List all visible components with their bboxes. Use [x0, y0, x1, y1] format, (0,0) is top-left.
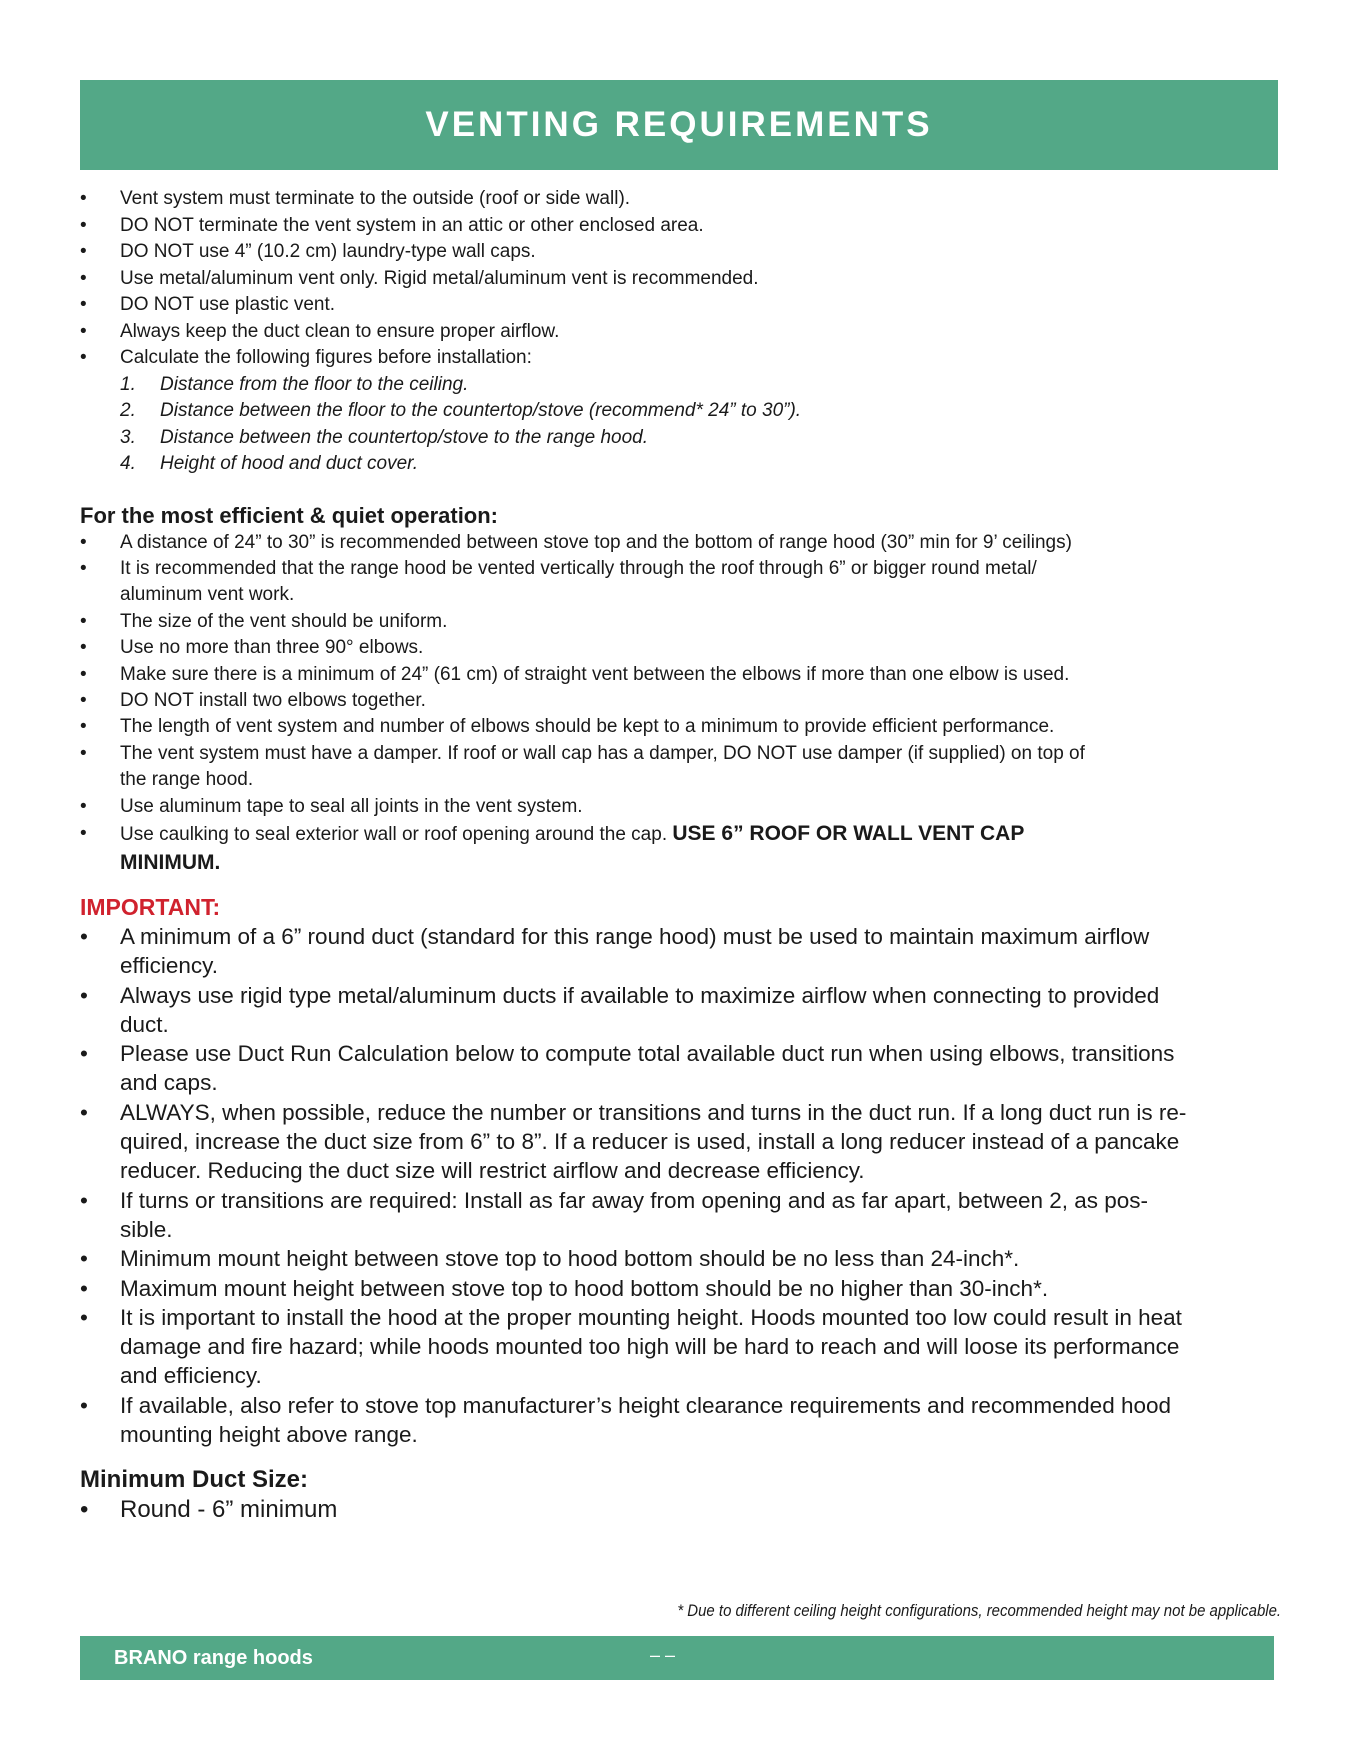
bullet-marker: •	[80, 1246, 88, 1272]
list-item: • It is important to install the hood at the proper mounting height. Hoods mounted too low could result in heat damage and fire hazard; while hoods mounted too high will be hard to reach and will loose its performance and efficiency.	[80, 1304, 1182, 1389]
list-item: • ALWAYS, when possible, reduce the number or transitions and turns in the duct run. If a long duct run is re- quired, increase the duct size from 6” to 8”. If a reducer is used, install a long reducer instead of a pancake reducer. Reducing the duct size will restrict airflow and decrease efficiency.	[80, 1099, 1187, 1184]
bullet-marker: •	[80, 557, 87, 579]
footnote: * Due to different ceiling height configurations, recommended height may not be applicable.	[677, 1601, 1281, 1620]
bullet-marker: •	[80, 1099, 88, 1125]
list-item: • The size of the vent should be uniform.	[80, 609, 1280, 635]
bullet-marker: •	[80, 188, 87, 209]
bullet-marker: •	[80, 716, 87, 738]
list-item: • DO NOT install two elbows together.	[80, 688, 1280, 714]
page-number: – –	[650, 1645, 676, 1665]
list-item: • A distance of 24” to 30” is recommended between stove top and the bottom of range hood (30” min for 9’ ceilings)	[80, 530, 1280, 556]
list-item: • Make sure there is a minimum of 24” (61 cm) of straight vent between the elbows if more than one elbow is used.	[80, 662, 1280, 688]
bullet-marker: •	[80, 531, 87, 553]
list-item: • Use aluminum tape to seal all joints in the vent system.	[80, 794, 1280, 820]
list-item: • The vent system must have a damper. If roof or wall cap has a damper, DO NOT use damper (if supplied) on top of the range hood.	[80, 742, 1085, 791]
bullet-marker: •	[80, 742, 87, 764]
footer-bar	[80, 1636, 1274, 1680]
list-item: • Vent system must terminate to the outside (roof or side wall).	[80, 186, 1280, 213]
list-item: • Round - 6” minimum	[80, 1496, 338, 1524]
list-item: • Use metal/aluminum vent only. Rigid metal/aluminum vent is recommended.	[80, 266, 1280, 293]
footer-brand: BRANO range hoods	[114, 1647, 313, 1669]
bullet-marker: •	[80, 320, 87, 342]
numbered-item: 3. Distance between the countertop/stove to the range hood.	[120, 426, 648, 448]
bullet-marker: •	[80, 214, 87, 236]
bullet-marker: •	[80, 1496, 89, 1524]
bullet-marker: •	[80, 1304, 88, 1330]
bullet-marker: •	[80, 1187, 88, 1213]
bullet-marker: •	[80, 637, 87, 659]
bullet-marker: •	[80, 663, 87, 685]
list-item: • Always use rigid type metal/aluminum ducts if available to maximize airflow when connecting to provided duct.	[80, 982, 1160, 1037]
page-title: VENTING REQUIREMENTS	[425, 105, 933, 144]
list-item: • DO NOT use 4” (10.2 cm) laundry-type wall caps.	[80, 239, 1280, 266]
bullet-marker: •	[80, 1392, 88, 1418]
bullet-marker: •	[80, 795, 87, 817]
list-item: • Minimum mount height between stove top to hood bottom should be no less than 24-inch*.	[80, 1244, 1280, 1273]
list-item: • Calculate the following figures before installation:	[80, 345, 1280, 372]
bullet-marker: •	[80, 347, 87, 368]
list-item: • A minimum of a 6” round duct (standard for this range hood) must be used to maintain maximum airflow efficiency.	[80, 923, 1150, 979]
list-item: • Use no more than three 90° elbows.	[80, 635, 1280, 661]
general-requirements-list	[80, 186, 1280, 372]
bullet-marker: •	[80, 1275, 88, 1301]
content	[80, 186, 1280, 1525]
figures-list	[80, 372, 1280, 478]
list-item: • It is recommended that the range hood be vented vertically through the roof through 6” or bigger round metal/ aluminum vent work.	[80, 557, 1037, 606]
bullet-marker: •	[80, 1041, 88, 1067]
bullet-marker: •	[80, 241, 87, 262]
list-item: • Use caulking to seal exterior wall or roof opening around the cap. USE 6” ROOF OR WALL VENT CAP MINIMUM.	[80, 821, 1025, 874]
bullet-marker: •	[80, 267, 87, 289]
list-item: • Always keep the duct clean to ensure proper airflow.	[80, 319, 1280, 346]
numbered-item: 2. Distance between the floor to the countertop/stove (recommend* 24” to 30”).	[120, 400, 802, 421]
efficient-operation-list	[80, 530, 1280, 878]
list-item: • Maximum mount height between stove top to hood bottom should be no higher than 30-inch*.	[80, 1274, 1280, 1303]
list-item: • DO NOT use plastic vent.	[80, 292, 1280, 319]
important-heading: IMPORTANT:	[80, 893, 221, 920]
numbered-item: 1. Distance from the floor to the ceiling.	[120, 373, 469, 395]
bullet-marker: •	[80, 923, 88, 949]
list-item: • If turns or transitions are required: Install as far away from opening and as far apart, between 2, as pos- sible.	[80, 1187, 1149, 1242]
efficient-operation-heading: For the most efficient & quiet operation:	[80, 502, 499, 528]
bullet-marker: •	[80, 822, 87, 844]
bullet-marker: •	[80, 610, 87, 632]
list-item: • Please use Duct Run Calculation below to compute total available duct run when using elbows, transitions and caps.	[80, 1041, 1175, 1096]
duct-size-list	[80, 1495, 1280, 1525]
list-item: • DO NOT terminate the vent system in an attic or other enclosed area.	[80, 213, 1280, 240]
numbered-item: 4. Height of hood and duct cover.	[120, 453, 419, 474]
list-item: • If available, also refer to stove top manufacturer’s height clearance requirements and recommended hood mounting height above range.	[80, 1392, 1172, 1448]
list-item: • The length of vent system and number of elbows should be kept to a minimum to provide efficient performance.	[80, 714, 1280, 740]
minimum-duct-size-heading: Minimum Duct Size:	[80, 1466, 309, 1494]
important-list	[80, 922, 1280, 1449]
bullet-marker: •	[80, 982, 88, 1008]
header-bar	[80, 80, 1278, 170]
bullet-marker: •	[80, 294, 87, 315]
bullet-marker: •	[80, 689, 87, 711]
